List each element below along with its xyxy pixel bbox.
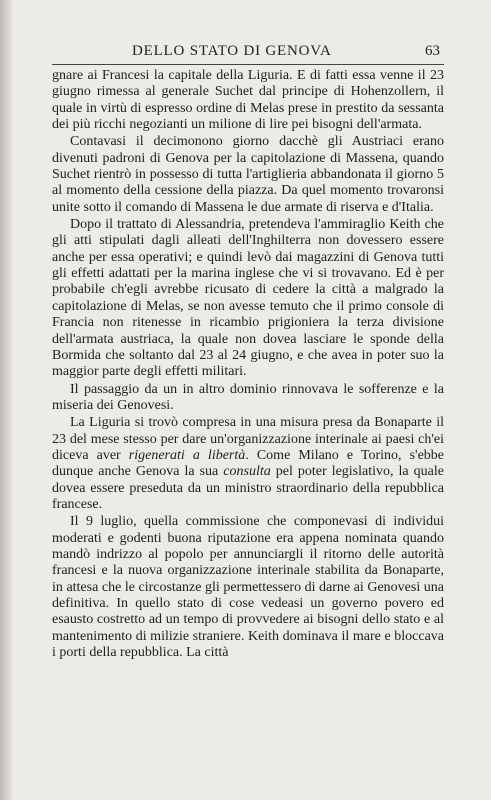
body-text: [52, 68, 444, 661]
running-title: DELLO STATO DI GENOVA: [132, 43, 332, 59]
paragraph-text: La Liguria si trovò compresa in una misura presa da Bonaparte il 23 del mese stesso per dare un'organizzazione interinale ai paesi ch'ei diceva aver: [52, 415, 444, 463]
italic-text: rigenerati a libertà: [128, 447, 246, 463]
paragraph-text: Dopo il trattato di Alessandria, pretendeva l'ammiraglio Keith che gli atti stipulati dagli alleati dell'Inghilterra non dovessero essere anche per essa operativi; e quindi levò dai magazzini di Genova tutti gli effetti adattati per la marina inglese che vi si trovavano. Ed è per probabile ch'egli avrebbe ricusato di cedere la città a malgrado la capitolazione di Melas, se non avesse temuto che il primo console di Francia non ritenesse in ricambio prigioniera la terza divisione dell'armata austriaca, la quale non dovea lasciare le sponde della Bormida che soltanto dal 23 al 24 giugno, e che avea in poter suo la maggior parte degli effetti militari.: [52, 217, 444, 380]
paragraph-text: Contavasi il decimonono giorno dacchè gli Austriaci erano divenuti padroni di Genova per la capitolazione di Massena, quando Suchet rientrò in possesso di tutta l'artiglieria abbandonata il giorno 5 al momento della cessione della piazza. Da quel momento trovaronsi unite sotto il comando di Massena le due armate di riserva e d'Italia.: [52, 134, 444, 215]
italic-text: consulta: [223, 464, 271, 480]
page-number: 63: [425, 43, 440, 59]
paragraph-text: Il passaggio da un in altro dominio rinnovava le sofferenze e la miseria dei Genovesi.: [52, 381, 444, 413]
header-rule: [52, 64, 444, 65]
paragraph-text: pel poter legislativo, la quale dovea essere preseduta da un ministro straordinario della repubblica francese.: [52, 464, 444, 512]
binding-gutter: [0, 0, 12, 800]
paragraph-text: gnare ai Francesi la capitale della Liguria. E di fatti essa venne il 23 giugno rimessa al generale Suchet dal principe di Hohenzollern, il quale in virtù di espresso ordine di Melas prese in prestito da sessanta dei più ricchi negozianti un milione di lire pei bisogni dell'armata.: [52, 68, 444, 133]
paragraph: [52, 382, 444, 415]
paragraph: [52, 217, 444, 380]
page-header: [52, 43, 444, 63]
paragraph: [52, 514, 444, 661]
paragraph: [52, 68, 444, 133]
paragraph-text: Il 9 luglio, quella commissione che componevasi di individui moderati e godenti buona riputazione era appena nominata quando mandò indrizzo al popolo per annunciargli il ritorno delle autorità francesi e la nuova organizzazione interinale stabilita da Bonaparte, in attesa che le circostanze gli permettessero di darne ai Genovesi una definitiva. In quello stato di cose vedeasi un governo povero ed esausto costretto ad un tempo di provvedere ai bisogni dello stato e al mantenimento di milizie straniere. Keith dominava il mare e bloccava i porti della repubblica. La città: [52, 514, 444, 661]
paragraph: [52, 415, 444, 513]
paragraph: [52, 134, 444, 216]
paragraph-text: . Come Milano e Torino, s'ebbe dunque anche Genova la sua: [52, 447, 445, 480]
